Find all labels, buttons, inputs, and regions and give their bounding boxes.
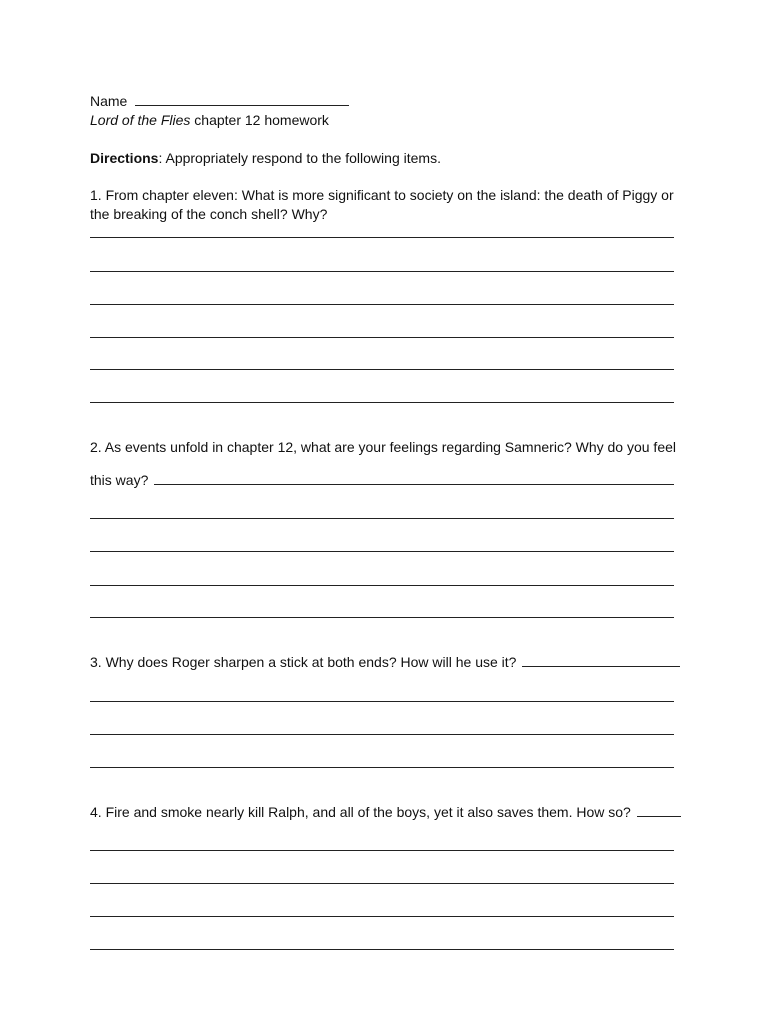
title-rest: chapter 12 homework [190, 112, 329, 128]
answer-line[interactable] [90, 402, 674, 403]
question-2-text: this way? [90, 472, 149, 488]
directions-label: Directions [90, 150, 159, 166]
question-3-line [90, 653, 680, 672]
book-title: Lord of the Flies [90, 112, 191, 128]
answer-line[interactable] [90, 551, 674, 552]
answer-line[interactable] [90, 271, 674, 272]
answer-line[interactable] [90, 701, 674, 702]
question-3-text: 3. Why does Roger sharpen a stick at both ends? How will he use it? [90, 654, 517, 670]
answer-line[interactable] [90, 767, 674, 768]
question-2-line-2 [90, 471, 674, 490]
question-4-line [90, 803, 681, 822]
answer-blank[interactable] [522, 654, 680, 667]
question-4-text: 4. Fire and smoke nearly kill Ralph, and all of the boys, yet it also saves them. How so? [90, 804, 631, 820]
answer-line[interactable] [90, 369, 674, 370]
answer-line[interactable] [90, 518, 674, 519]
answer-line[interactable] [90, 337, 674, 338]
answer-line[interactable] [90, 585, 674, 586]
name-row [90, 92, 349, 111]
answer-line[interactable] [90, 304, 674, 305]
answer-line[interactable] [90, 617, 674, 618]
answer-line[interactable] [90, 916, 674, 917]
worksheet-title [90, 111, 329, 130]
directions-text: : Appropriately respond to the following items. [158, 150, 441, 166]
answer-line[interactable] [90, 883, 674, 884]
answer-line[interactable] [90, 850, 674, 851]
answer-line[interactable] [90, 237, 674, 238]
answer-line[interactable] [90, 949, 674, 950]
name-blank[interactable] [135, 93, 349, 106]
question-2-line-1: 2. As events unfold in chapter 12, what are your feelings regarding Samneric? Why do you feel [90, 439, 677, 455]
question-1-line-1: 1. From chapter eleven: What is more significant to society on the island: the death of Piggy or [90, 187, 674, 203]
directions [90, 149, 441, 168]
name-label: Name [90, 93, 128, 109]
question-1-line-2: the breaking of the conch shell? Why? [90, 206, 328, 222]
answer-blank[interactable] [154, 472, 674, 485]
answer-line[interactable] [90, 734, 674, 735]
answer-blank[interactable] [637, 804, 681, 817]
